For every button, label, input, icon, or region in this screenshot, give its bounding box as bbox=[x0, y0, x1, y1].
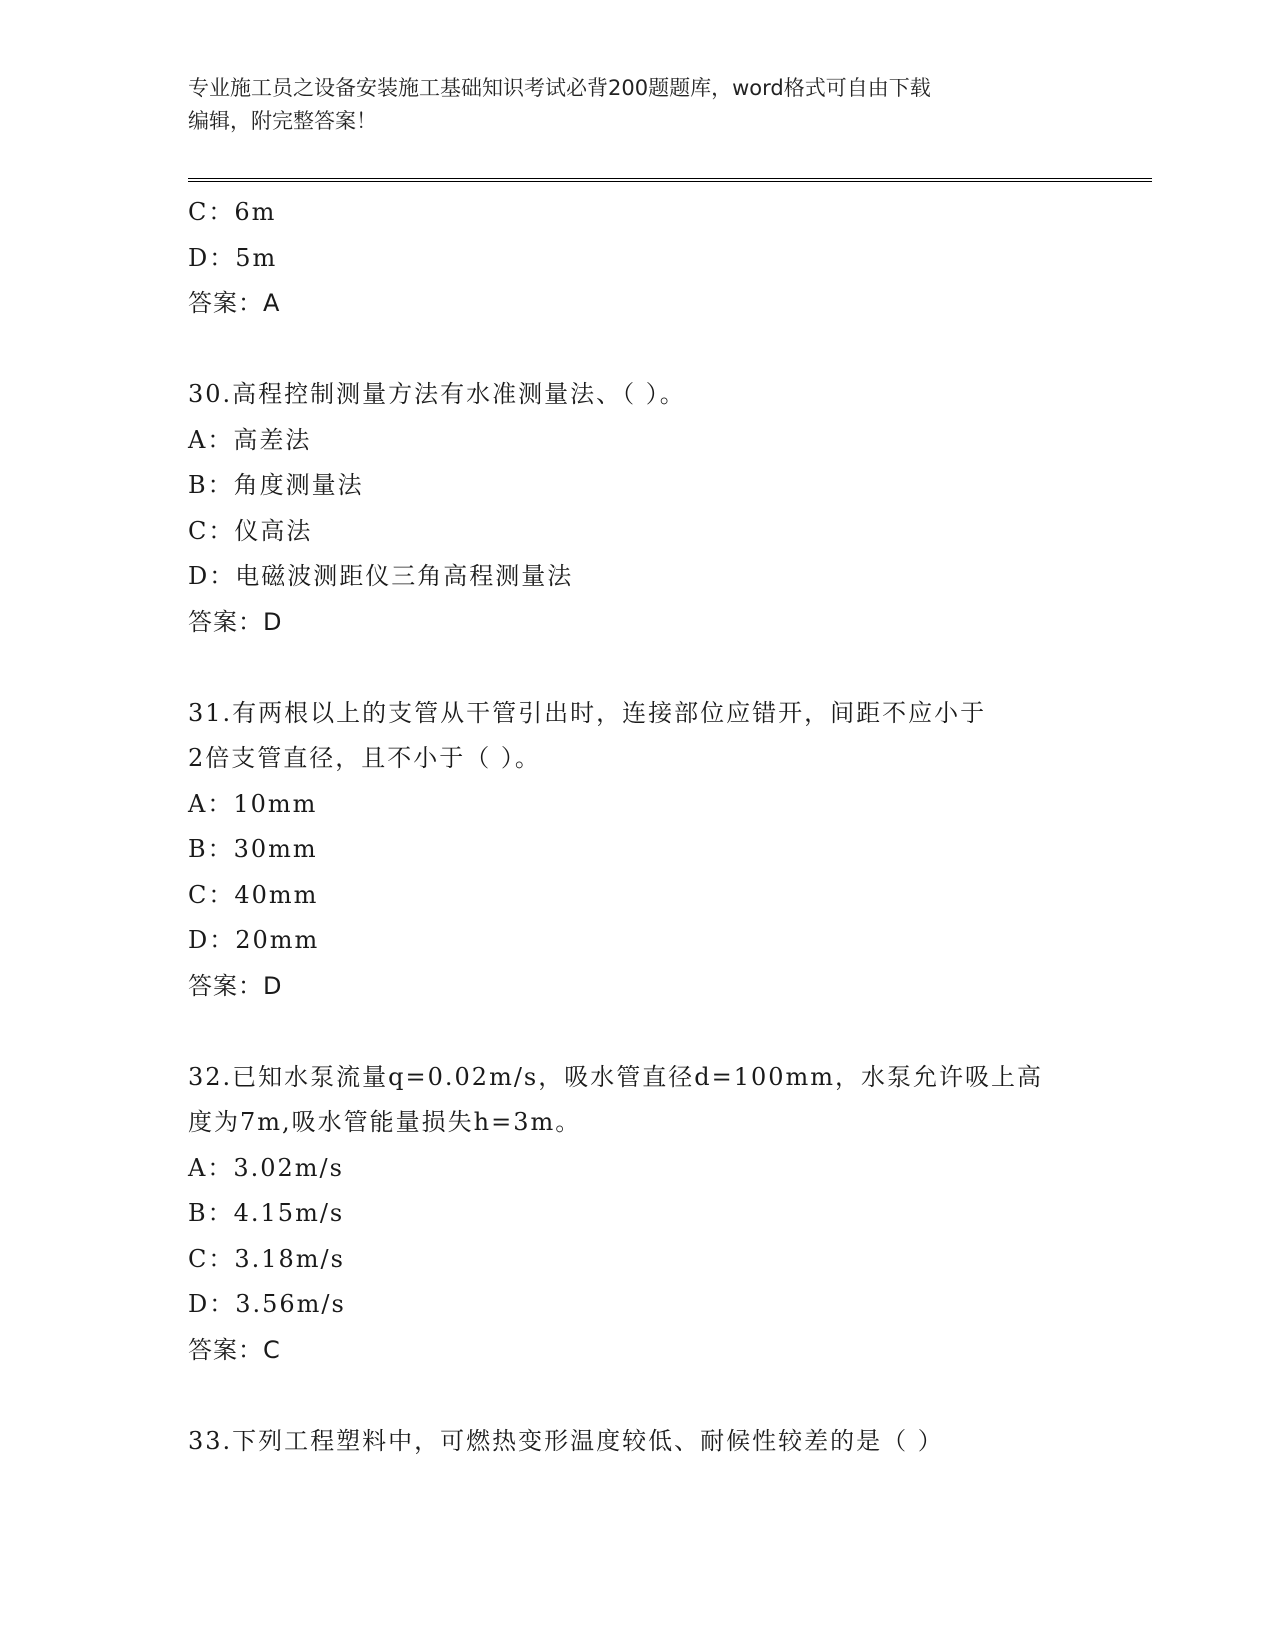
header-line-1: 专业施工员之设备安装施工基础知识考试必背200题题库，word格式可自由下载 bbox=[188, 76, 931, 100]
question-text-cont: 度为7m,吸水管能量损失h=3m。 bbox=[188, 1108, 582, 1136]
question-29-tail bbox=[188, 190, 1088, 327]
question-33 bbox=[188, 1419, 1088, 1465]
option-b: B：4.15m/s bbox=[188, 1199, 345, 1227]
question-31 bbox=[188, 691, 1088, 1010]
option-c: C：仪高法 bbox=[188, 516, 313, 545]
spacer bbox=[188, 1009, 1088, 1055]
spacer bbox=[188, 327, 1088, 373]
option-b: B：30mm bbox=[188, 835, 318, 863]
option-a: A：10mm bbox=[188, 789, 318, 818]
spacer bbox=[188, 645, 1088, 691]
option-d: D：电磁波测距仪三角高程测量法 bbox=[188, 562, 574, 590]
option-a: A：高差法 bbox=[188, 425, 312, 454]
option-d: D：5m bbox=[188, 243, 278, 272]
option-b: B：角度测量法 bbox=[188, 471, 364, 499]
question-30 bbox=[188, 372, 1088, 645]
option-d: D：20mm bbox=[188, 926, 320, 954]
question-text: 31.有两根以上的支管从干管引出时，连接部位应错开，间距不应小于 bbox=[188, 698, 987, 727]
question-32 bbox=[188, 1055, 1088, 1374]
answer-line: 答案：A bbox=[188, 289, 281, 317]
option-d: D：3.56m/s bbox=[188, 1290, 346, 1318]
answer-line: 答案：D bbox=[188, 971, 283, 1000]
answer-line: 答案：C bbox=[188, 1335, 281, 1364]
question-text: 30.高程控制测量方法有水准测量法、（ ）。 bbox=[188, 380, 686, 408]
option-c: C：3.18m/s bbox=[188, 1244, 345, 1273]
option-a: A：3.02m/s bbox=[188, 1153, 344, 1182]
spacer bbox=[188, 1373, 1088, 1419]
question-text-cont: 2倍支管直径，且不小于（ ）。 bbox=[188, 744, 541, 772]
option-c: C：6m bbox=[188, 198, 277, 226]
header-line-2: 编辑，附完整答案！ bbox=[188, 109, 377, 133]
header-double-rule bbox=[188, 178, 1152, 182]
option-c: C：40mm bbox=[188, 880, 319, 909]
document-body bbox=[188, 190, 1088, 1464]
page-header bbox=[188, 72, 1088, 138]
question-text: 32.已知水泵流量q=0.02m/s，吸水管直径d=100mm，水泵允许吸上高 bbox=[188, 1062, 1044, 1091]
question-text: 33.下列工程塑料中，可燃热变形温度较低、耐候性较差的是（ ） bbox=[188, 1426, 944, 1455]
answer-line: 答案：D bbox=[188, 607, 283, 636]
